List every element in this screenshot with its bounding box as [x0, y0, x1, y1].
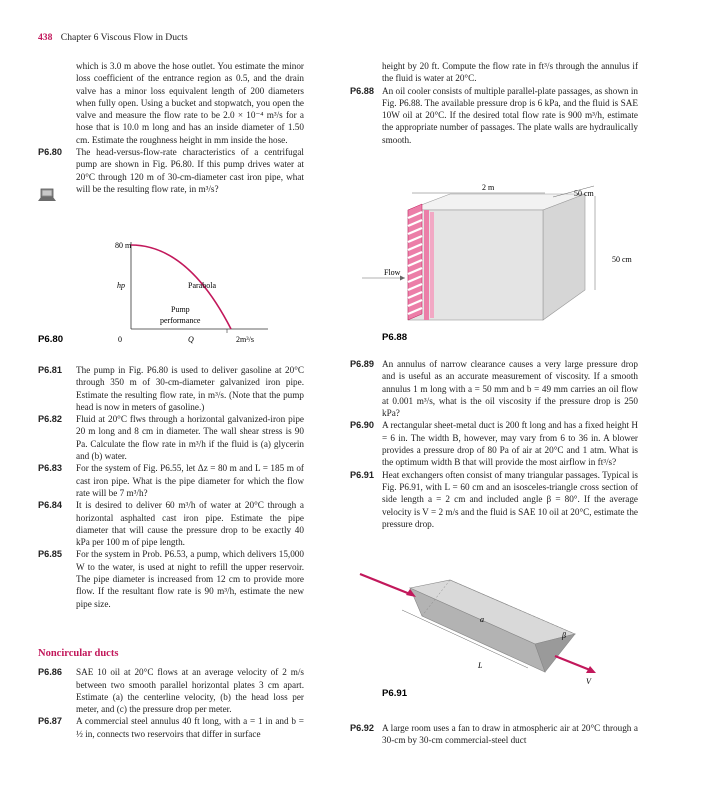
- right-column-top: [350, 60, 638, 146]
- curve-label: Parabola: [188, 281, 216, 290]
- angle-label: β: [562, 631, 566, 640]
- figure-p6-91: [350, 572, 650, 702]
- left-column-top: [38, 60, 304, 195]
- problem-p6-86: [38, 666, 304, 715]
- problem-number: P6.83: [38, 463, 63, 474]
- problem-p6-90: [350, 419, 638, 468]
- side-label: a: [480, 615, 484, 624]
- dim-depth: 50 cm: [574, 189, 594, 198]
- computer-icon: [38, 188, 60, 202]
- problem-text: It is desired to deliver 60 m³/h of water at 20°C through a horizontal asphalted cast iron pipe. Estimate the pipe diameter that will cause the pressure drop to be exactly 40 kPa per 100 m of pipe length.: [76, 500, 304, 548]
- left-column-bottom: [38, 648, 304, 740]
- problem-p6-91: [350, 469, 638, 530]
- problem-number: P6.86: [38, 667, 63, 678]
- problem-text: Heat exchangers often consist of many triangular passages. Typical is Fig. P6.91, with L = 60 cm and an isosceles-triangle cross section of side length a = 2 cm and included angle β = 80°. If the average velocity is V = 2 m/s and the fluid is SAE 10 oil at 20°C, estimate the pressure drop.: [382, 469, 638, 529]
- length-label: L: [478, 661, 483, 670]
- problem-p6-89: [350, 358, 638, 419]
- problem-number: P6.84: [38, 500, 63, 511]
- problem-number: P6.92: [350, 723, 375, 733]
- problem-text: For the system of Fig. P6.55, let Δz = 80 m and L = 185 m of cast iron pipe. What is the pipe diameter for which the flow rate will be 7 m³/h?: [76, 463, 304, 498]
- problem-text: The head-versus-flow-rate characteristics of a centrifugal pump are shown in Fig. P6.80. If this pump drives water at 20°C through 120 m of 30-cm-diameter cast iron pipe, what will be the resulting flow rate, in m³/s?: [76, 147, 304, 194]
- problem-p6-84: [38, 499, 304, 548]
- velocity-label: V: [586, 677, 591, 686]
- inlet-arrow: [360, 574, 410, 594]
- problem-text: A large room uses a fan to draw in atmospheric air at 20°C through a 30-cm by 30-cm commercial-steel duct: [382, 723, 638, 746]
- figure-p6-80: [38, 236, 304, 354]
- problem-p6-82: [38, 413, 304, 462]
- page-header: [38, 32, 188, 44]
- problem-p6-92: [350, 722, 638, 747]
- problem-text: Fluid at 20°C flws through a horizontal galvanized-iron pipe 20 m long and 8 cm in diameter. The wall shear stress is 90 Pa. Calculate the flow rate in m³/h if the fluid is (a) glycerin and (b) water.: [76, 414, 304, 462]
- front-edge-stripe-2: [430, 212, 434, 318]
- x-axis-label: Q: [188, 335, 194, 344]
- figure-label: P6.80: [38, 334, 64, 345]
- problem-text: A rectangular sheet-metal duct is 200 ft long and has a fixed height H = 6 in. The width B, however, may vary from 6 to 36 in. A blower provides a pressure drop of 80 Pa of air at 20°C and 1 atm. What is the optimum width B that will provide the most airflow in ft³/s?: [382, 420, 638, 468]
- continued-text: height by 20 ft. Compute the flow rate in ft³/s through the annulus if the fluid is water at 20°C.: [382, 61, 638, 84]
- problem-number: P6.81: [38, 365, 63, 375]
- right-column-middle: [350, 358, 638, 530]
- page-number: 438: [38, 32, 53, 43]
- y-top-label: 80 m: [115, 241, 132, 250]
- problem-number: P6.80: [38, 147, 63, 158]
- problem-p6-85: [38, 548, 304, 609]
- problem-number: P6.91: [350, 469, 375, 480]
- front-edge-stripe: [424, 210, 429, 320]
- problem-p6-80: [38, 146, 304, 195]
- curve-label-2: Pump: [171, 305, 190, 314]
- problem-p6-88: [350, 85, 638, 146]
- problem-text: SAE 10 oil at 20°C flows at an average velocity of 2 m/s between two smooth parallel horizontal plates 3 cm apart. Estimate (a) the centerline velocity, (b) the head loss per meter, and (c) the pressure drop per meter.: [76, 667, 304, 715]
- section-heading: Noncircular ducts: [38, 648, 119, 659]
- problem-number: P6.88: [350, 85, 375, 96]
- problem-number: P6.82: [38, 414, 63, 425]
- problem-number: P6.89: [350, 359, 375, 369]
- figure-p6-88: [350, 180, 650, 345]
- right-column-bottom: [350, 722, 638, 747]
- problem-p6-83: [38, 462, 304, 499]
- problem-p6-81: [38, 364, 304, 413]
- problem-text: An annulus of narrow clearance causes a very large pressure drop and is useful as an accurate measurement of viscosity. If a smooth annulus 1 m long with a = 50 mm and b = 49 mm carries an oil flow at 0.001 m³/s, what is the oil viscosity if the pressure drop is 250 kPa?: [382, 359, 638, 419]
- continued-text: which is 3.0 m above the hose outlet. You estimate the minor loss coefficient of the entrance region as 0.5, and the drain valve has a minor loss equivalent length of 200 diameters when fully open. Using a bucket and stopwatch, you open the valve and measure the flow rate to be 2.0 × 10⁻⁴ m³/s for a hose that is 10.0 m long and has an inside diameter of 1.50 cm. Estimate the roughness height in mm inside the hose.: [76, 61, 304, 145]
- problem-p6-87: [38, 715, 304, 740]
- y-axis-label: hp: [117, 281, 125, 290]
- figure-label: P6.91: [382, 688, 408, 699]
- cooler-side-face: [543, 194, 585, 320]
- problem-number: P6.87: [38, 716, 63, 727]
- problem-text: An oil cooler consists of multiple parallel-plate passages, as shown in Fig. P6.88. The available pressure drop is 6 kPa, and the fluid is SAE 10W oil at 20°C. If the desired total flow rate is 900 m³/h, estimate the appropriate number of passages. The plate walls are hydraulically smooth.: [382, 85, 638, 145]
- figure-label: P6.88: [382, 332, 408, 343]
- dim-height: 50 cm: [612, 255, 632, 264]
- chapter-title: Chapter 6 Viscous Flow in Ducts: [60, 32, 188, 43]
- problem-text: The pump in Fig. P6.80 is used to deliver gasoline at 20°C through 350 m of 30-cm-diameter galvanized iron pipe. Estimate the resulting flow rate, in m³/s. (Note that the pump head is now in meters of gasoline.): [76, 365, 304, 412]
- problem-number: P6.90: [350, 420, 375, 431]
- outlet-arrow: [555, 656, 590, 670]
- dim-length: 2 m: [482, 183, 495, 192]
- flow-label: Flow: [384, 268, 401, 277]
- problem-text: A commercial steel annulus 40 ft long, with a = 1 in and b = ½ in, connects two reservoirs that differ in surface: [76, 716, 304, 739]
- left-column-middle: [38, 364, 304, 610]
- x-origin: 0: [118, 335, 122, 344]
- x-end-label: 2m³/s: [236, 335, 254, 344]
- curve-label-3: performance: [160, 316, 201, 325]
- problem-text: For the system in Prob. P6.53, a pump, which delivers 15,000 W to the water, is used at night to refill the upper reservoir. The pipe diameter is increased from 12 cm to provide more flow. If the resultant flow rate is 90 m³/h, estimate the new pipe size.: [76, 549, 304, 609]
- problem-number: P6.85: [38, 549, 63, 560]
